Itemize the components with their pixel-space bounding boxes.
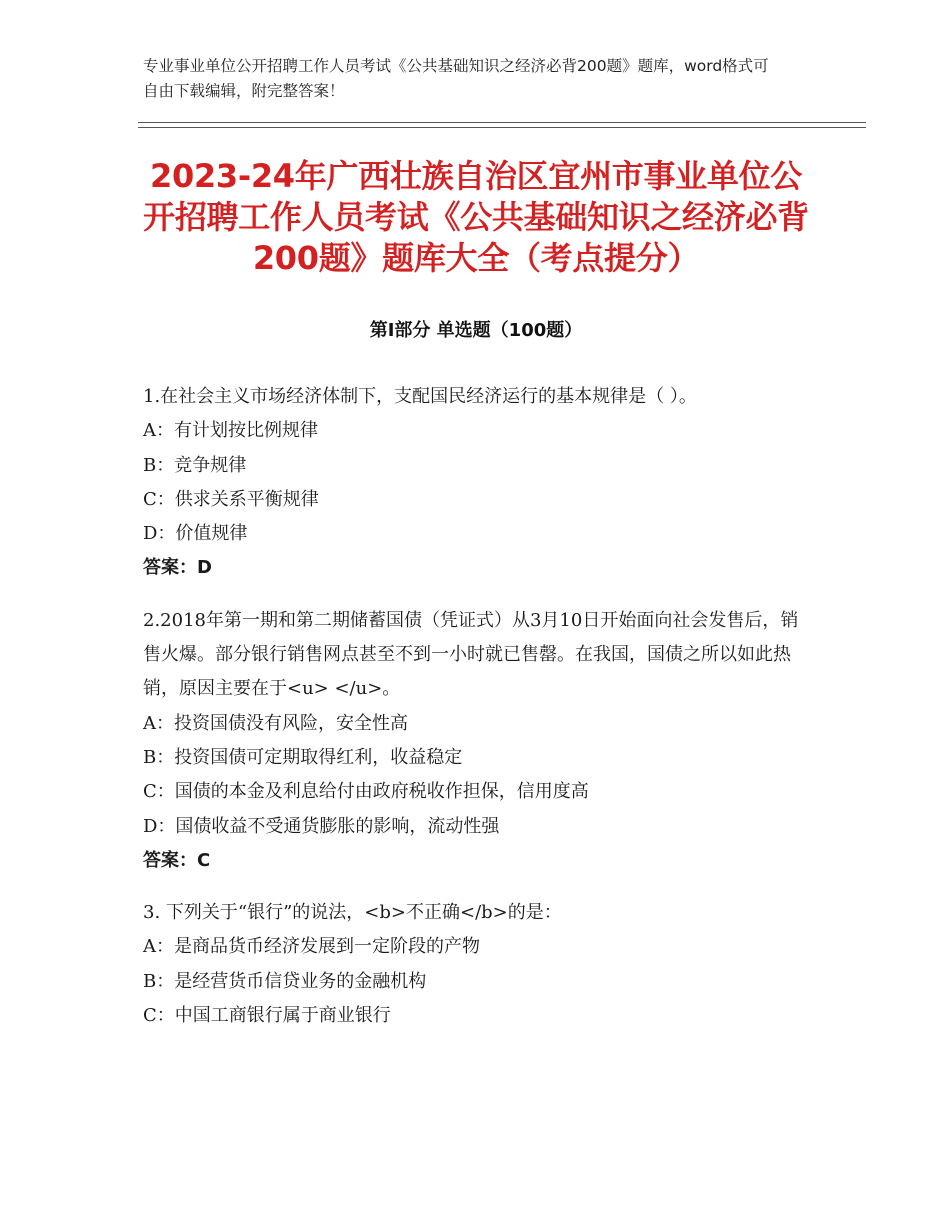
option-a: A：有计划按比例规律: [143, 420, 318, 442]
option-d: D：国债收益不受通货膨胀的影响，流动性强: [143, 815, 500, 837]
question-2: [143, 604, 813, 878]
question-3: [143, 896, 813, 1033]
question-1: [143, 380, 813, 586]
header-divider-top: [138, 122, 866, 123]
option-c: C：供求关系平衡规律: [143, 488, 319, 510]
question-stem: 2.2018年第一期和第二期储蓄国债（凭证式）从3月10日开始面向社会发售后，销售火爆。部分银行销售网点甚至不到一小时就已售罄。在我国，国债之所以如此热销，原因主要在于<u> </u>。: [143, 609, 799, 700]
question-stem: 1.在社会主义市场经济体制下，支配国民经济运行的基本规律是（ ）。: [143, 386, 697, 407]
option-a: A：投资国债没有风险，安全性高: [143, 712, 408, 734]
header-divider-bottom: [138, 127, 866, 128]
answer: 答案：D: [143, 557, 212, 579]
option-d: D：价值规律: [143, 523, 248, 545]
question-list: [143, 380, 813, 1051]
option-b: B：投资国债可定期取得红利，收益稳定: [143, 746, 463, 768]
header-note: 专业事业单位公开招聘工作人员考试《公共基础知识之经济必背200题》题库，word格式可自由下载编辑，附完整答案！: [143, 57, 769, 100]
question-stem: 3. 下列关于“银行”的说法，<b>不正确</b>的是：: [143, 902, 562, 924]
section-title: 第Ⅰ部分 单选题（100题）: [369, 320, 583, 341]
option-c: C：国债的本金及利息给付由政府税收作担保，信用度高: [143, 781, 589, 803]
option-c: C：中国工商银行属于商业银行: [143, 1005, 391, 1027]
page-title: 2023-24年广西壮族自治区宜州市事业单位公开招聘工作人员考试《公共基础知识之经济必背200题》题库大全（考点提分）: [143, 157, 809, 277]
option-b: B：是经营货币信贷业务的金融机构: [143, 970, 427, 992]
answer: 答案：C: [143, 849, 211, 871]
option-a: A：是商品货币经济发展到一定阶段的产物: [143, 936, 480, 958]
option-b: B：竞争规律: [143, 454, 247, 476]
